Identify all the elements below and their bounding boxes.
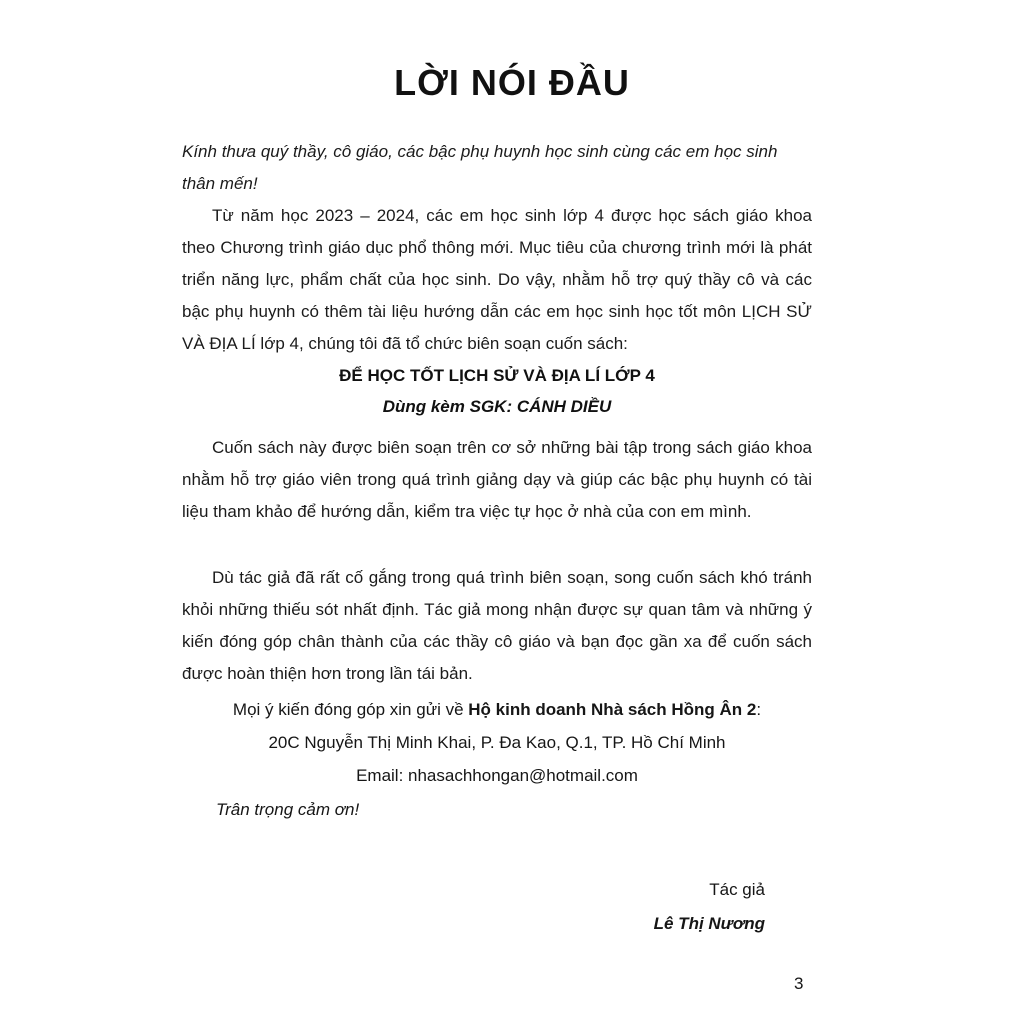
page-title: LỜI NÓI ĐẦU (394, 62, 630, 103)
signature-label: Tác giả (709, 880, 765, 899)
paragraph-intro: Từ năm học 2023 – 2024, các em học sinh lớp 4 được học sách giáo khoa theo Chương trình giáo dục phổ thông mới. Mục tiêu của chương trình mới là phát triển năng lực, phẩm chất của học sinh. Do vậy, nhằm hỗ trợ quý thầy cô và các bậc phụ huynh có thêm tài liệu hướng dẫn các em học sinh học tốt môn LỊCH SỬ VÀ ĐỊA LÍ lớp 4, chúng tôi đã tổ chức biên soạn cuốn sách: (182, 206, 812, 353)
contact-intro-text: Mọi ý kiến đóng góp xin gửi về (232, 700, 464, 719)
paragraph-purpose: Cuốn sách này được biên soạn trên cơ sở những bài tập trong sách giáo khoa nhằm hỗ trợ giáo viên trong quá trình giảng dạy và giúp các bậc phụ huynh có tài liệu tham khảo để hướng dẫn, kiểm tra việc tự học ở nhà của con em mình. (182, 438, 812, 521)
book-subtitle: Dùng kèm SGK: CÁNH DIỀU (382, 397, 612, 416)
contact-email: Email: nhasachhongan@hotmail.com (356, 766, 638, 785)
contact-intro (182, 693, 812, 726)
contact-address: 20C Nguyễn Thị Minh Khai, P. Đa Kao, Q.1, TP. Hồ Chí Minh (268, 733, 726, 752)
page-number: 3 (794, 974, 804, 993)
signature-name: Lê Thị Nương (653, 914, 765, 933)
greeting: Kính thưa quý thầy, cô giáo, các bậc phụ huynh học sinh cùng các em học sinh thân mến! (182, 142, 778, 193)
book-title: ĐỂ HỌC TỐT LỊCH SỬ VÀ ĐỊA LÍ LỚP 4 (339, 366, 655, 385)
paragraph-feedback: Dù tác giả đã rất cố gắng trong quá trình biên soạn, song cuốn sách khó tránh khỏi những thiếu sót nhất định. Tác giả mong nhận được sự quan tâm và những ý kiến đóng góp chân thành của các thầy cô giáo và bạn đọc gần xa để cuốn sách được hoàn thiện hơn trong lần tái bản. (182, 568, 812, 683)
contact-colon: : (756, 700, 762, 719)
contact-organization: Hộ kinh doanh Nhà sách Hồng Ân 2 (468, 700, 757, 719)
closing-text: Trân trọng cảm ơn! (216, 800, 360, 819)
